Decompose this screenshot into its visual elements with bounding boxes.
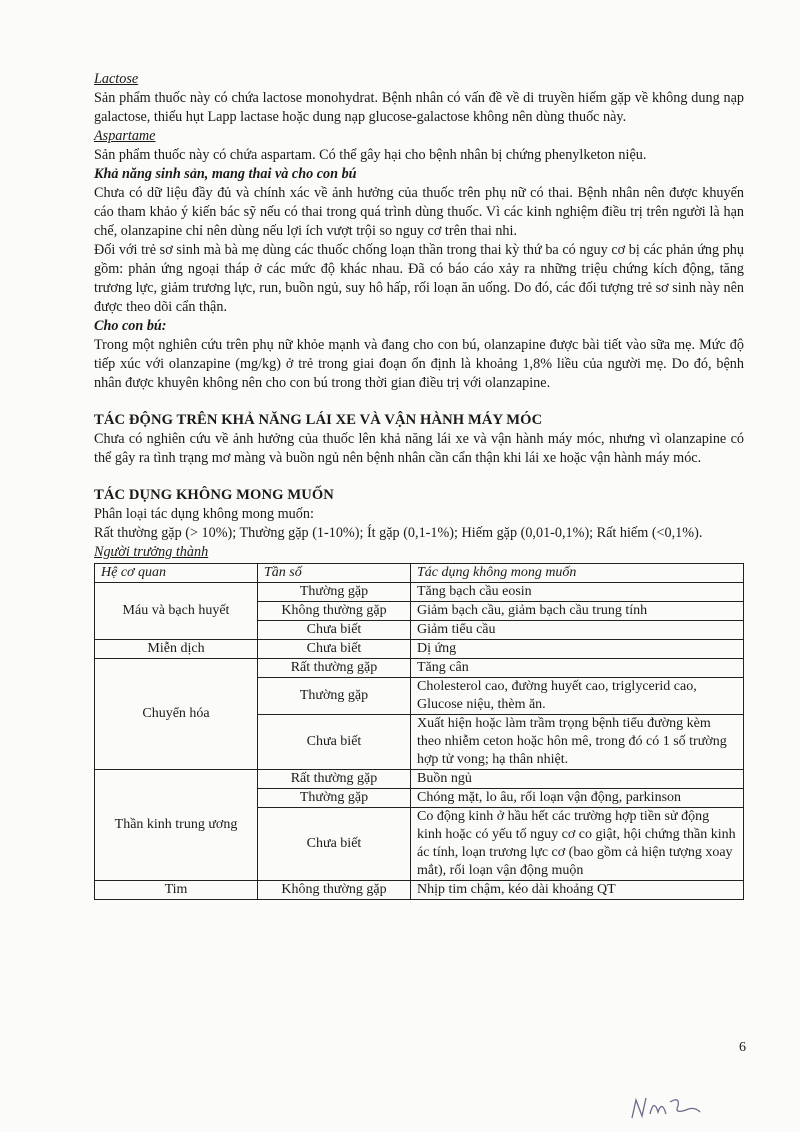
fertility-paragraph-2: Đối với trẻ sơ sinh mà bà mẹ dùng các thuốc chống loạn thần trong thai kỳ thứ ba có nguy cơ bị các phản ứng phụ gồm: phản ứng ngoại tháp ở các mức độ khác nhau. Đã có báo cáo xảy ra những triệu chứng kích động, tăng trương lực, giảm trương lực, run, buồn ngủ, suy hô hấp, rối loạn ăn uống. Do đó, các đối tượng trẻ sơ sinh này nên được theo dõi cẩn thận. — [94, 242, 744, 315]
frequency-cell: Chưa biết — [258, 715, 411, 770]
driving-text: Chưa có nghiên cứu về ảnh hưởng của thuốc lên khả năng lái xe và vận hành máy móc, nhưng vì olanzapine có thể gây ra tình trạng mơ màng và buồn ngủ nên bệnh nhân cần cẩn thận khi lái xe hoặc vận hành máy móc. — [94, 431, 744, 466]
effect-cell: Cholesterol cao, đường huyết cao, triglycerid cao, Glucose niệu, thèm ăn. — [411, 678, 744, 715]
effect-cell: Tăng bạch cầu eosin — [411, 583, 744, 602]
adults-subheading: Người trưởng thành — [94, 544, 209, 560]
effect-cell: Giảm bạch cầu, giảm bạch cầu trung tính — [411, 602, 744, 621]
system-cell: Miễn dịch — [95, 640, 258, 659]
adverse-effects-heading: TÁC DỤNG KHÔNG MONG MUỐN — [94, 487, 334, 503]
driving-heading: TÁC ĐỘNG TRÊN KHẢ NĂNG LÁI XE VÀ VẬN HÀNH MÁY MÓC — [94, 412, 543, 428]
effect-cell: Chóng mặt, lo âu, rối loạn vận động, parkinson — [411, 789, 744, 808]
effect-cell: Buồn ngủ — [411, 770, 744, 789]
lactose-heading: Lactose — [94, 71, 139, 87]
system-cell: Máu và bạch huyết — [95, 583, 258, 640]
page-number: 6 — [739, 1040, 746, 1055]
aspartame-text: Sản phẩm thuốc này có chứa aspartam. Có thể gây hại cho bệnh nhân bị chứng phenylketon niệu. — [94, 147, 647, 163]
frequency-cell: Chưa biết — [258, 621, 411, 640]
frequency-cell: Thường gặp — [258, 583, 411, 602]
header-frequency: Tần số — [258, 564, 411, 583]
frequency-cell: Thường gặp — [258, 789, 411, 808]
effect-cell: Tăng cân — [411, 659, 744, 678]
system-cell: Tim — [95, 881, 258, 900]
frequency-cell: Chưa biết — [258, 808, 411, 881]
aspartame-heading: Aspartame — [94, 128, 156, 144]
table-row — [95, 583, 744, 602]
handwritten-initials-signature — [628, 1092, 708, 1122]
effect-cell: Dị ứng — [411, 640, 744, 659]
table-row — [95, 640, 744, 659]
frequency-cell: Rất thường gặp — [258, 659, 411, 678]
table-row — [95, 659, 744, 678]
frequency-cell: Không thường gặp — [258, 881, 411, 900]
header-system: Hệ cơ quan — [95, 564, 258, 583]
system-cell: Thần kinh trung ương — [95, 770, 258, 881]
table-header-row — [95, 564, 744, 583]
table-row — [95, 770, 744, 789]
document-page — [94, 70, 744, 900]
table-row — [95, 881, 744, 900]
frequency-cell: Rất thường gặp — [258, 770, 411, 789]
lactose-text: Sản phẩm thuốc này có chứa lactose monohydrat. Bệnh nhân có vấn đề về di truyền hiếm gặp về không dung nạp galactose, thiếu hụt Lapp lactase hoặc dung nạp glucose-galactose không nên dùng thuốc này. — [94, 90, 744, 125]
fertility-paragraph-1: Chưa có dữ liệu đầy đủ và chính xác về ảnh hưởng của thuốc trên phụ nữ có thai. Bệnh nhân nên được khuyến cáo tham khảo ý kiến bác sỹ nếu có thai trong quá trình dùng thuốc. Vì các kinh nghiệm điều trị trên người là hạn chế, olanzapine chỉ nên dùng nếu lợi ích vượt trội so nguy cơ trên thai nhi. — [94, 185, 744, 239]
frequency-cell: Không thường gặp — [258, 602, 411, 621]
header-effect: Tác dụng không mong muốn — [411, 564, 744, 583]
breastfeeding-heading: Cho con bú: — [94, 318, 167, 334]
frequency-text: Rất thường gặp (> 10%); Thường gặp (1-10%); Ít gặp (0,1-1%); Hiếm gặp (0,01-0,1%); Rất hiếm (<0,1%). — [94, 525, 703, 541]
effect-cell: Xuất hiện hoặc làm trầm trọng bệnh tiểu đường kèm theo nhiễm ceton hoặc hôn mê, trong đó có 1 số trường hợp tử vong; hạ thân nhiệt. — [411, 715, 744, 770]
effect-cell: Co động kinh ở hầu hết các trường hợp tiền sử động kinh hoặc có yếu tố nguy cơ co giật, hội chứng thần kinh ác tính, loạn trương lực cơ (bao gồm cả hiện tượng xoay mắt), rối loạn vận động muộn — [411, 808, 744, 881]
effect-cell: Giảm tiểu cầu — [411, 621, 744, 640]
breastfeeding-text: Trong một nghiên cứu trên phụ nữ khỏe mạnh và đang cho con bú, olanzapine được bài tiết vào sữa mẹ. Mức độ tiếp xúc với olanzapine (mg/kg) ở trẻ trong giai đoạn ổn định là khoảng 1,8% liều của người mẹ. Do đó, bệnh nhân được khuyên không nên cho con bú trong thời gian điều trị với olanzapine. — [94, 337, 744, 391]
effect-cell: Nhịp tim chậm, kéo dài khoảng QT — [411, 881, 744, 900]
classification-label: Phân loại tác dụng không mong muốn: — [94, 506, 314, 522]
adverse-effects-table — [94, 563, 744, 900]
system-cell: Chuyển hóa — [95, 659, 258, 770]
fertility-heading: Khả năng sinh sản, mang thai và cho con bú — [94, 166, 357, 182]
frequency-cell: Thường gặp — [258, 678, 411, 715]
frequency-cell: Chưa biết — [258, 640, 411, 659]
